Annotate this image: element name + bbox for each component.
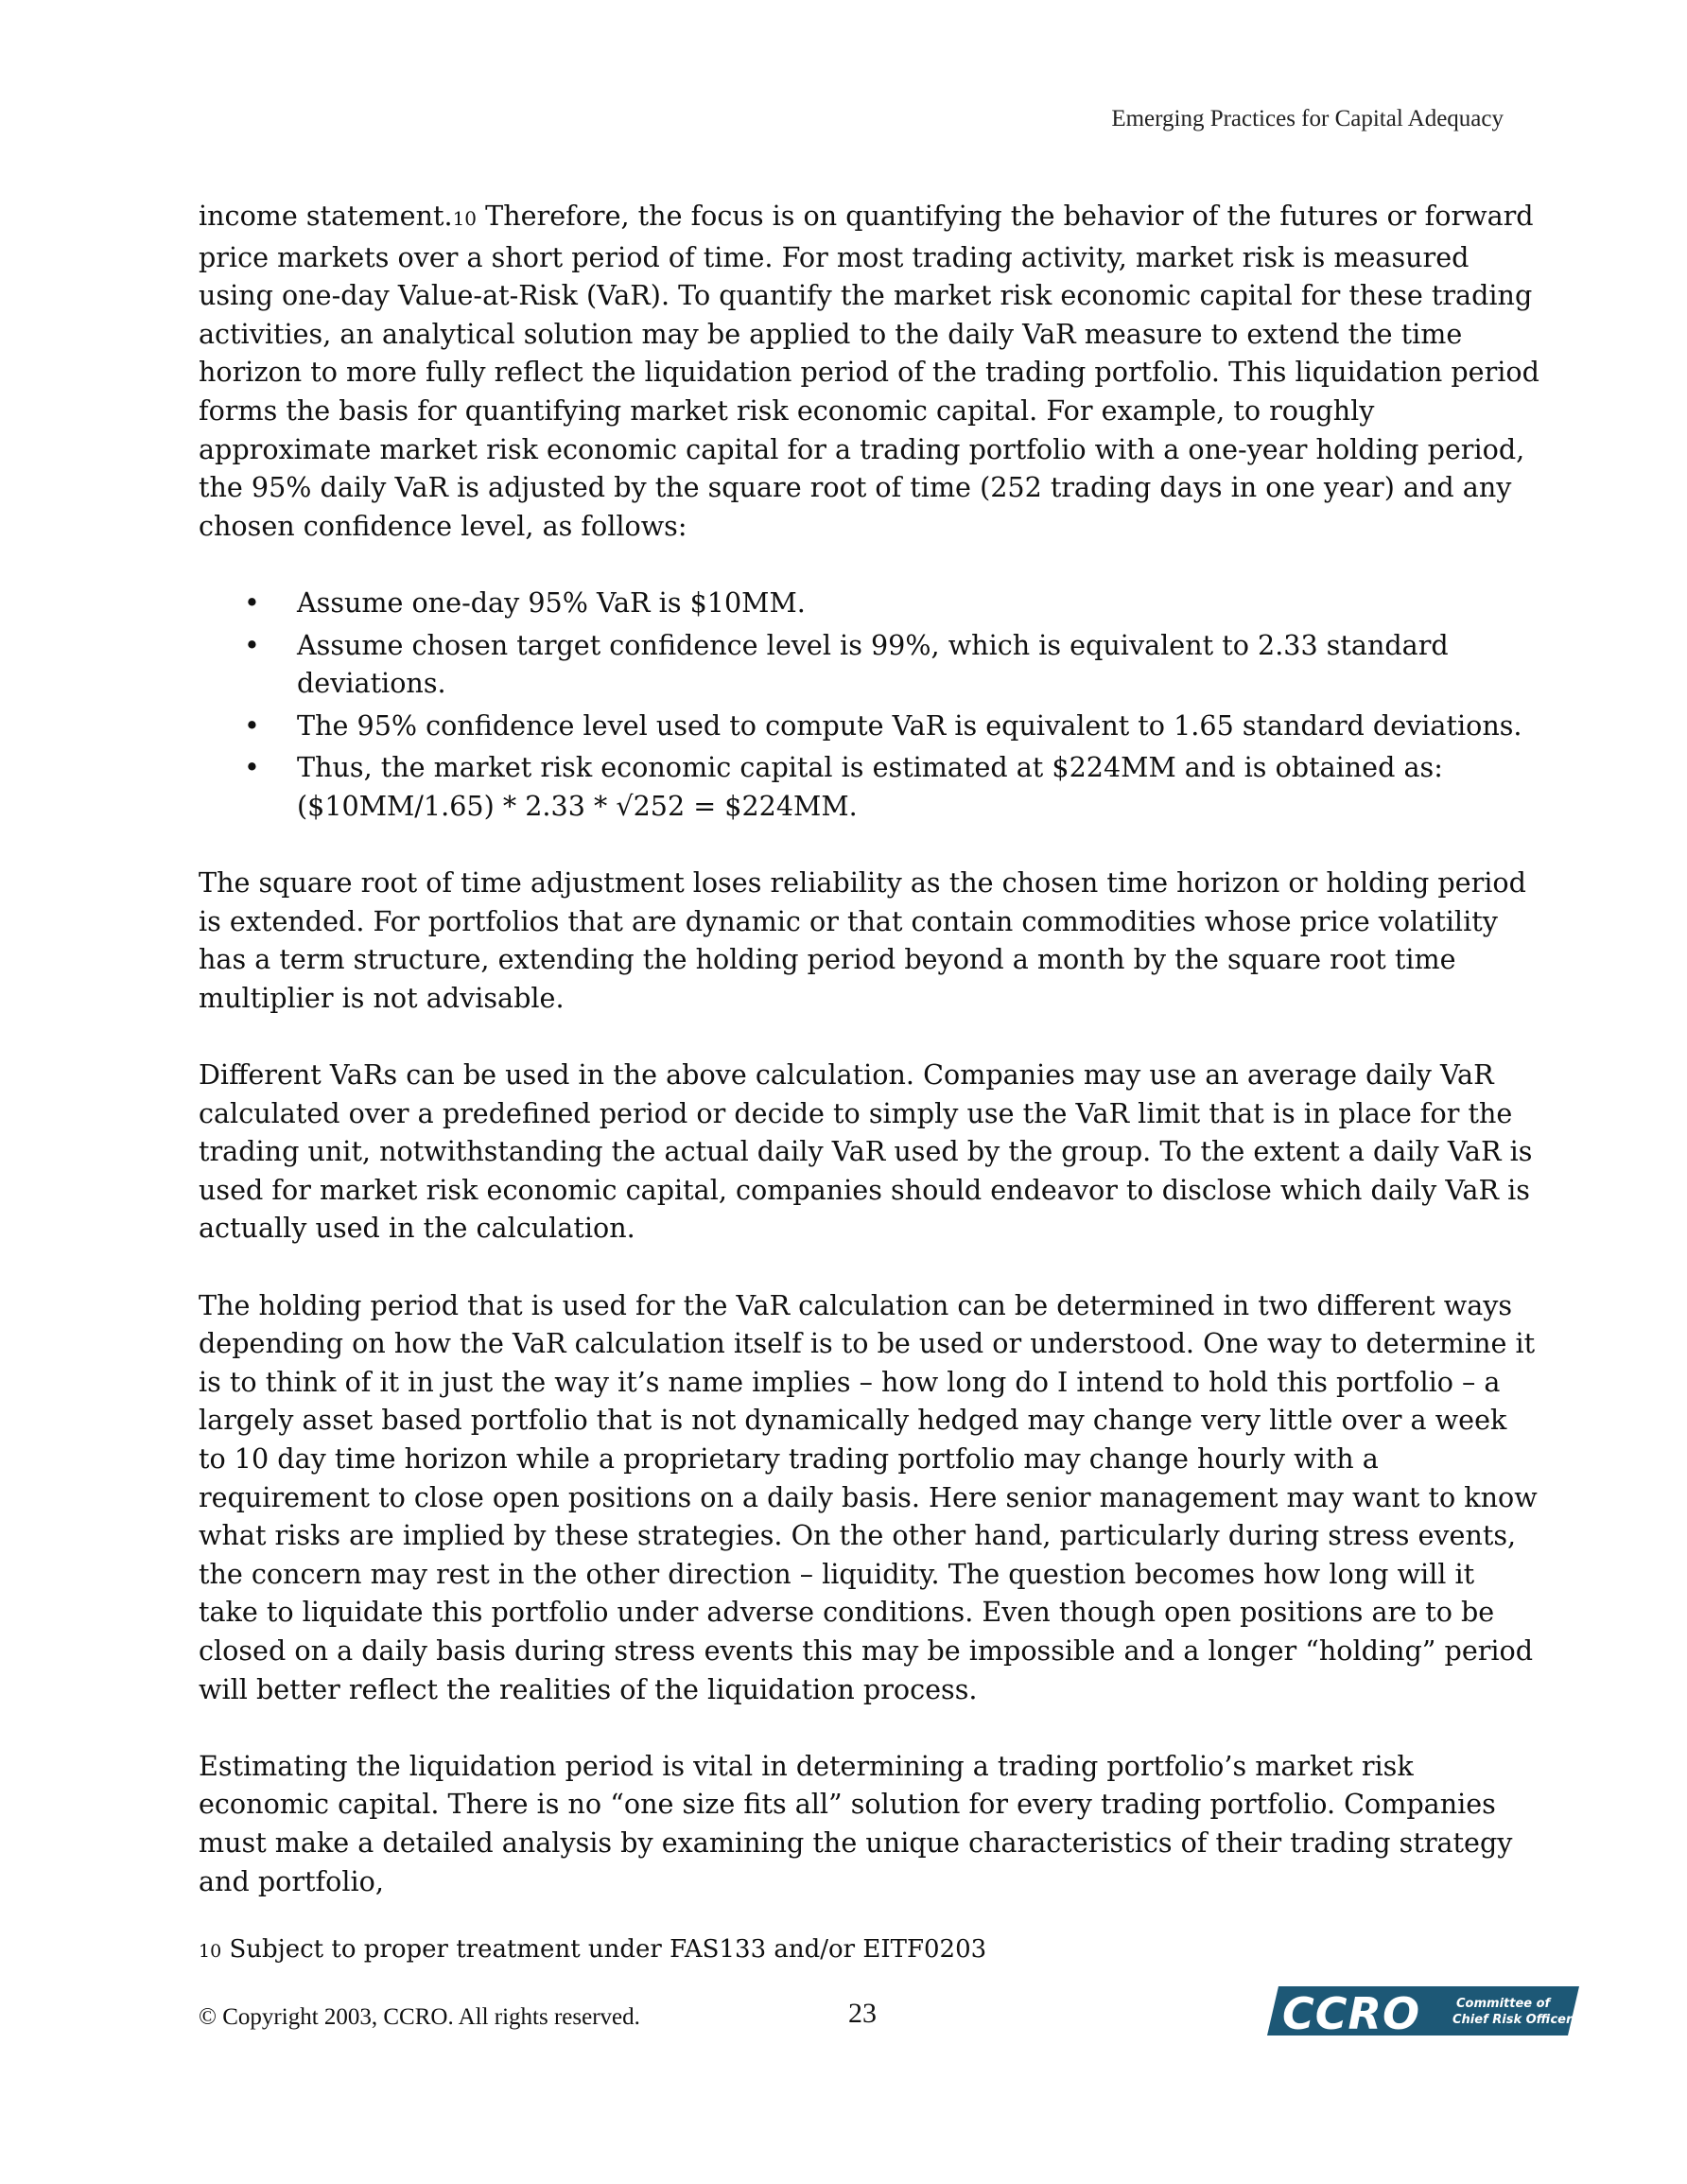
bullet-text: The 95% confidence level used to compute VaR is equivalent to 1.65 standard deviations. <box>297 708 1522 742</box>
footnote-text: Subject to proper treatment under FAS133 and/or EITF0203 <box>221 1935 987 1964</box>
document-body <box>199 197 1541 1939</box>
ccro-logo <box>1267 1986 1579 2035</box>
logo-wordmark: CCRO <box>1282 1988 1421 2035</box>
paragraph-5: Estimating the liquidation period is vital in determining a trading portfolio’s market risk economic capital. There is no “one size fits all” solution for every trading portfolio. Companies must make a detailed analysis by examining the unique characteristics of their trading strategy and portfolio, <box>199 1749 1513 1897</box>
bullet-item <box>199 707 1541 745</box>
paragraph-2: The square root of time adjustment loses reliability as the chosen time horizon or holding period is extended. For portfolios that are dynamic or that contain commodities whose price volatility has a term structure, extending the holding period beyond a month by the square root time multiplier is not advisable. <box>199 866 1526 1014</box>
footnote <box>199 1935 986 1964</box>
paragraph-3: Different VaRs can be used in the above calculation. Companies may use an average daily VaR calculated over a predefined period or decide to simply use the VaR limit that is in place for the trading unit, notwithstanding the actual daily VaR used by the group. To the extent a daily VaR is used for market risk economic capital, companies should endeavor to disclose which daily VaR is actually used in the calculation. <box>199 1058 1533 1245</box>
paragraph-4: The holding period that is used for the VaR calculation can be determined in two different ways depending on how the VaR calculation itself is to be used or understood. One way to determine it is to think of it in just the way it’s name implies – how long do I intend to hold this portfolio – a largely asset based portfolio that is not dynamically hedged may change very little over a week to 10 day time horizon while a proprietary trading portfolio may change hourly with a requirement to close open positions on a daily basis. Here senior management may want to know what risks are implied by these strategies. On the other hand, particularly during stress events, the concern may rest in the other direction – liquidity. The question becomes how long will it take to liquidate this portfolio under adverse conditions. Even though open positions are to be closed on a daily basis during stress events this may be impossible and a longer “holding” period will better reflect the realities of the liquidation process. <box>199 1288 1538 1705</box>
bullet-item <box>199 584 1541 622</box>
bullet-item <box>199 626 1541 703</box>
footnote-reference: 10 <box>452 207 478 230</box>
paragraph-1-rest: Therefore, the focus is on quantifying the behavior of the futures or forward price markets over a short period of time. For most trading activity, market risk is measured using one-day Value-at-Risk (VaR). To quantify the market risk economic capital for these trading activities, an analytical solution may be applied to the daily VaR measure to extend the time horizon to more fully reflect the liquidation period of the trading portfolio. This liquidation period forms the basis for quantifying market risk economic capital. For example, to roughly approximate market risk economic capital for a trading portfolio with a one-year holding period, the 95% daily VaR is adjusted by the square root of time (252 trading days in one year) and any chosen confidence level, as follows: <box>199 200 1539 542</box>
bullet-icon: • <box>244 628 260 661</box>
bullet-icon: • <box>244 708 260 742</box>
bullet-icon: • <box>244 585 260 619</box>
footnote-number: 10 <box>199 1941 222 1962</box>
logo-line-1: Committee of <box>1456 1997 1551 2011</box>
bullet-item <box>199 748 1541 825</box>
page-header-title: Emerging Practices for Capital Adequacy <box>1111 106 1504 131</box>
bullet-text: Assume chosen target confidence level is 99%, which is equivalent to 2.33 standard deviations. <box>297 628 1449 700</box>
page-number: 23 <box>848 1998 877 2029</box>
bullet-list <box>199 584 1541 826</box>
paragraph-1 <box>199 197 1541 545</box>
paragraph-1-start: income statement. <box>199 200 453 232</box>
bullet-text: Assume one-day 95% VaR is $10MM. <box>297 585 806 619</box>
logo-line-2: Chief Risk Officers <box>1452 2013 1579 2027</box>
bullet-icon: • <box>244 751 260 784</box>
bullet-text: Thus, the market risk economic capital is estimated at $224MM and is obtained as: ($10MM/1.65) * 2.33 * √252 = $224MM. <box>297 751 1443 822</box>
copyright-notice: © Copyright 2003, CCRO. All rights reserved. <box>199 2004 640 2030</box>
